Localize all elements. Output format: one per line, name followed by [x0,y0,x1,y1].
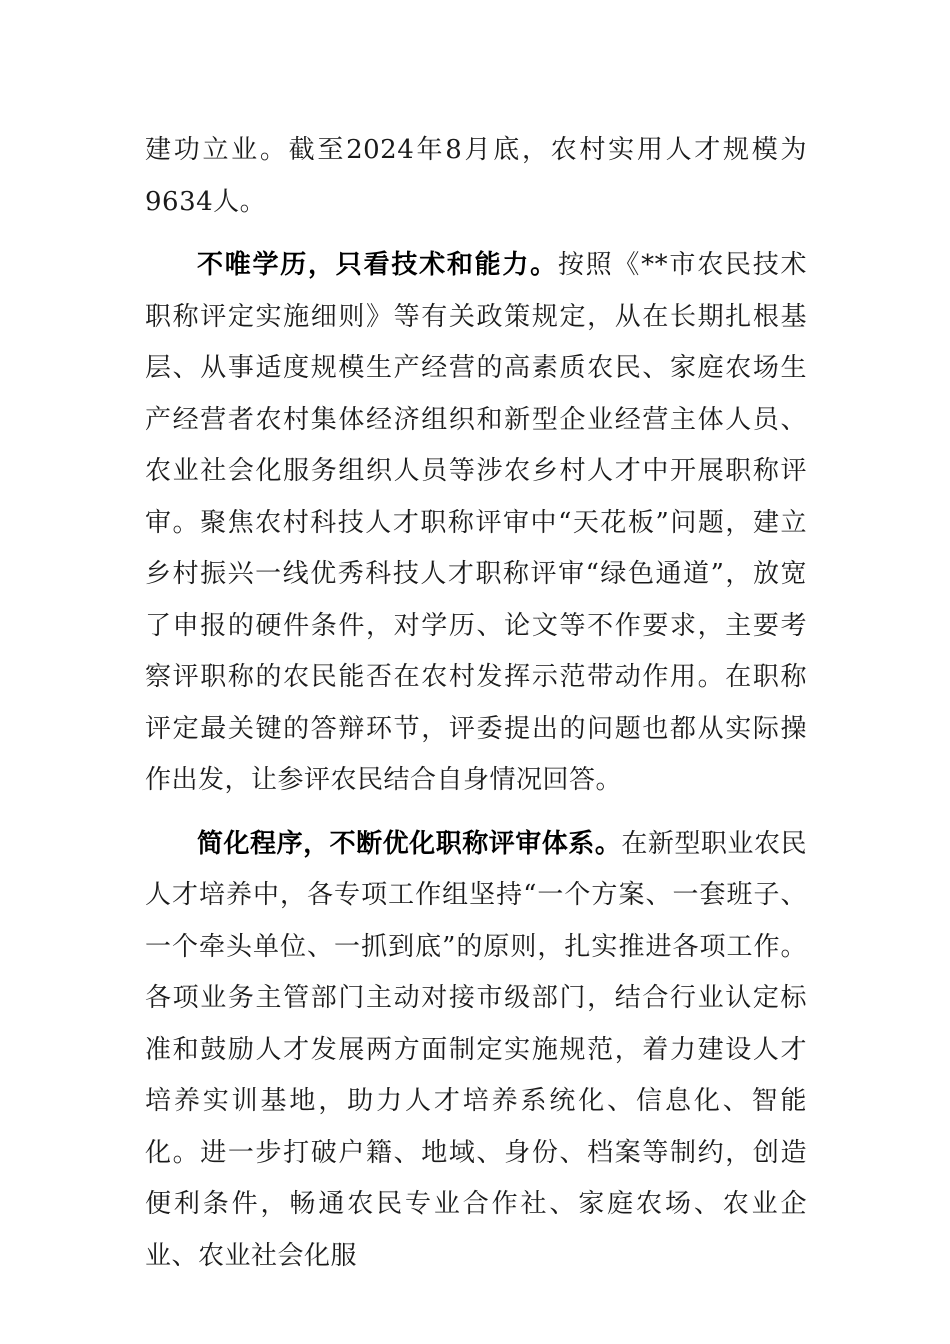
paragraph-qualification [145,240,807,807]
paragraph-heading: 不唯学历，只看技术和能力。 [197,250,558,280]
paragraph-simplify [145,819,807,1283]
paragraph-continuation [145,125,807,228]
document-body [145,125,807,1294]
paragraph-text: 在新型职业农民人才培养中，各专项工作组坚持“一个方案、一套班子、一个牵头单位、一抓到底”的原则，扎实推进各项工作。各项业务主管部门主动对接市级部门，结合行业认定标准和鼓励人才发展两方面制定实施规范，着力建设人才培养实训基地，助力人才培养系统化、信息化、智能化。进一步打破户籍、地域、身份、档案等制约，创造便利条件，畅通农民专业合作社、家庭农场、农业企业、农业社会化服 [145,828,807,1271]
paragraph-text: 按照《**市农民技术职称评定实施细则》等有关政策规定，从在长期扎根基层、从事适度规模生产经营的高素质农民、家庭农场生产经营者农村集体经济组织和新型企业经营主体人员、农业社会化服务组织人员等涉农乡村人才中开展职称评审。聚焦农村科技人才职称评审中“天花板”问题，建立乡村振兴一线优秀科技人才职称评审“绿色通道”，放宽了申报的硬件条件，对学历、论文等不作要求，主要考察评职称的农民能否在农村发挥示范带动作用。在职称评定最关键的答辩环节，评委提出的问题也都从实际操作出发，让参评农民结合自身情况回答。 [145,250,807,795]
paragraph-heading: 简化程序，不断优化职称评审体系。 [197,828,622,859]
paragraph-text: 建功立业。截至2024年8月底，农村实用人才规模为9634人。 [145,135,807,217]
